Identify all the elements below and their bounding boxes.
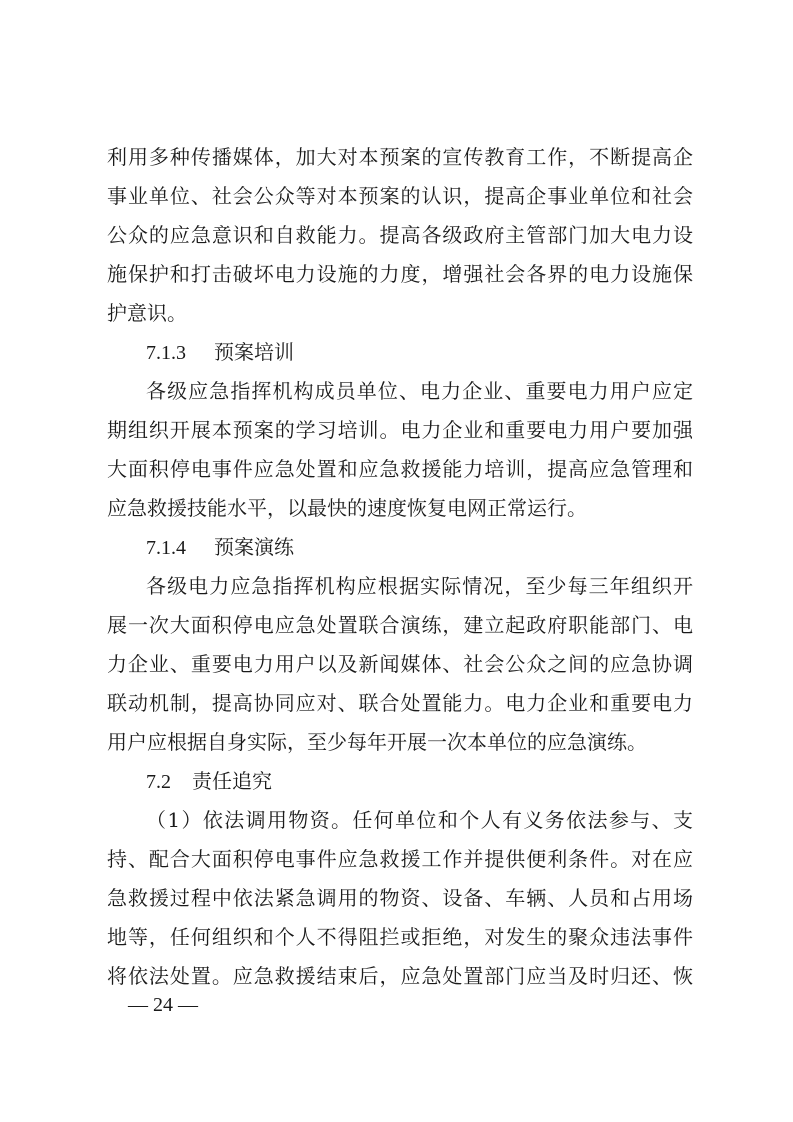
paragraph-line: 各级应急指挥机构成员单位、电力企业、重要电力用户应定 xyxy=(146,379,693,403)
paragraph-line: 公众的应急意识和自救能力。提高各级政府主管部门加大电力设 xyxy=(107,223,693,247)
section-number: 7.2 xyxy=(146,771,171,793)
paragraph-line: 力企业、重要电力用户以及新闻媒体、社会公众之间的应急协调 xyxy=(107,652,693,676)
paragraph-line: 用户应根据自身实际，至少每年开展一次本单位的应急演练。 xyxy=(107,730,647,754)
section-number: 7.1.3 xyxy=(146,342,186,364)
paragraph-line: 期组织开展本预案的学习培训。电力企业和重要电力用户要加强 xyxy=(107,418,693,442)
paragraph-line: 利用多种传播媒体，加大对本预案的宣传教育工作，不断提高企 xyxy=(107,145,693,169)
paragraph-line: 急救援过程中依法紧急调用的物资、设备、车辆、人员和占用场 xyxy=(107,886,693,910)
paragraph-line: （1）依法调用物资。任何单位和个人有义务依法参与、支 xyxy=(146,808,693,832)
section-title: 预案演练 xyxy=(214,535,294,559)
paragraph-line: 地等，任何组织和个人不得阻拦或拒绝，对发生的聚众违法事件 xyxy=(107,925,693,949)
paragraph-line: 联动机制，提高协同应对、联合处置能力。电力企业和重要电力 xyxy=(107,691,693,715)
paragraph-line: 将依法处置。应急救援结束后，应急处置部门应当及时归还、恢 xyxy=(107,964,693,988)
paragraph-line: 持、配合大面积停电事件应急救援工作并提供便利条件。对在应 xyxy=(107,847,693,871)
section-number: 7.1.4 xyxy=(146,537,186,559)
document-body xyxy=(107,138,693,996)
section-heading-7-1-4 xyxy=(107,528,693,567)
paragraph-line: 施保护和打击破坏电力设施的力度，增强社会各界的电力设施保 xyxy=(107,262,693,286)
paragraph-line: 各级电力应急指挥机构应根据实际情况，至少每三年组织开 xyxy=(146,574,693,598)
paragraph-line: 应急救援技能水平，以最快的速度恢复电网正常运行。 xyxy=(107,496,587,520)
page-number: — 24 — xyxy=(128,994,198,1016)
paragraph-line: 展一次大面积停电应急处置联合演练，建立起政府职能部门、电 xyxy=(107,613,693,637)
paragraph-line: 事业单位、社会公众等对本预案的认识，提高企事业单位和社会 xyxy=(107,184,693,208)
section-title: 预案培训 xyxy=(214,340,294,364)
paragraph-line: 大面积停电事件应急处置和应急救援能力培训，提高应急管理和 xyxy=(107,457,693,481)
section-title: 责任追究 xyxy=(192,769,272,793)
section-heading-7-2 xyxy=(107,762,693,801)
section-heading-7-1-3 xyxy=(107,333,693,372)
paragraph-line: 护意识。 xyxy=(107,301,187,325)
